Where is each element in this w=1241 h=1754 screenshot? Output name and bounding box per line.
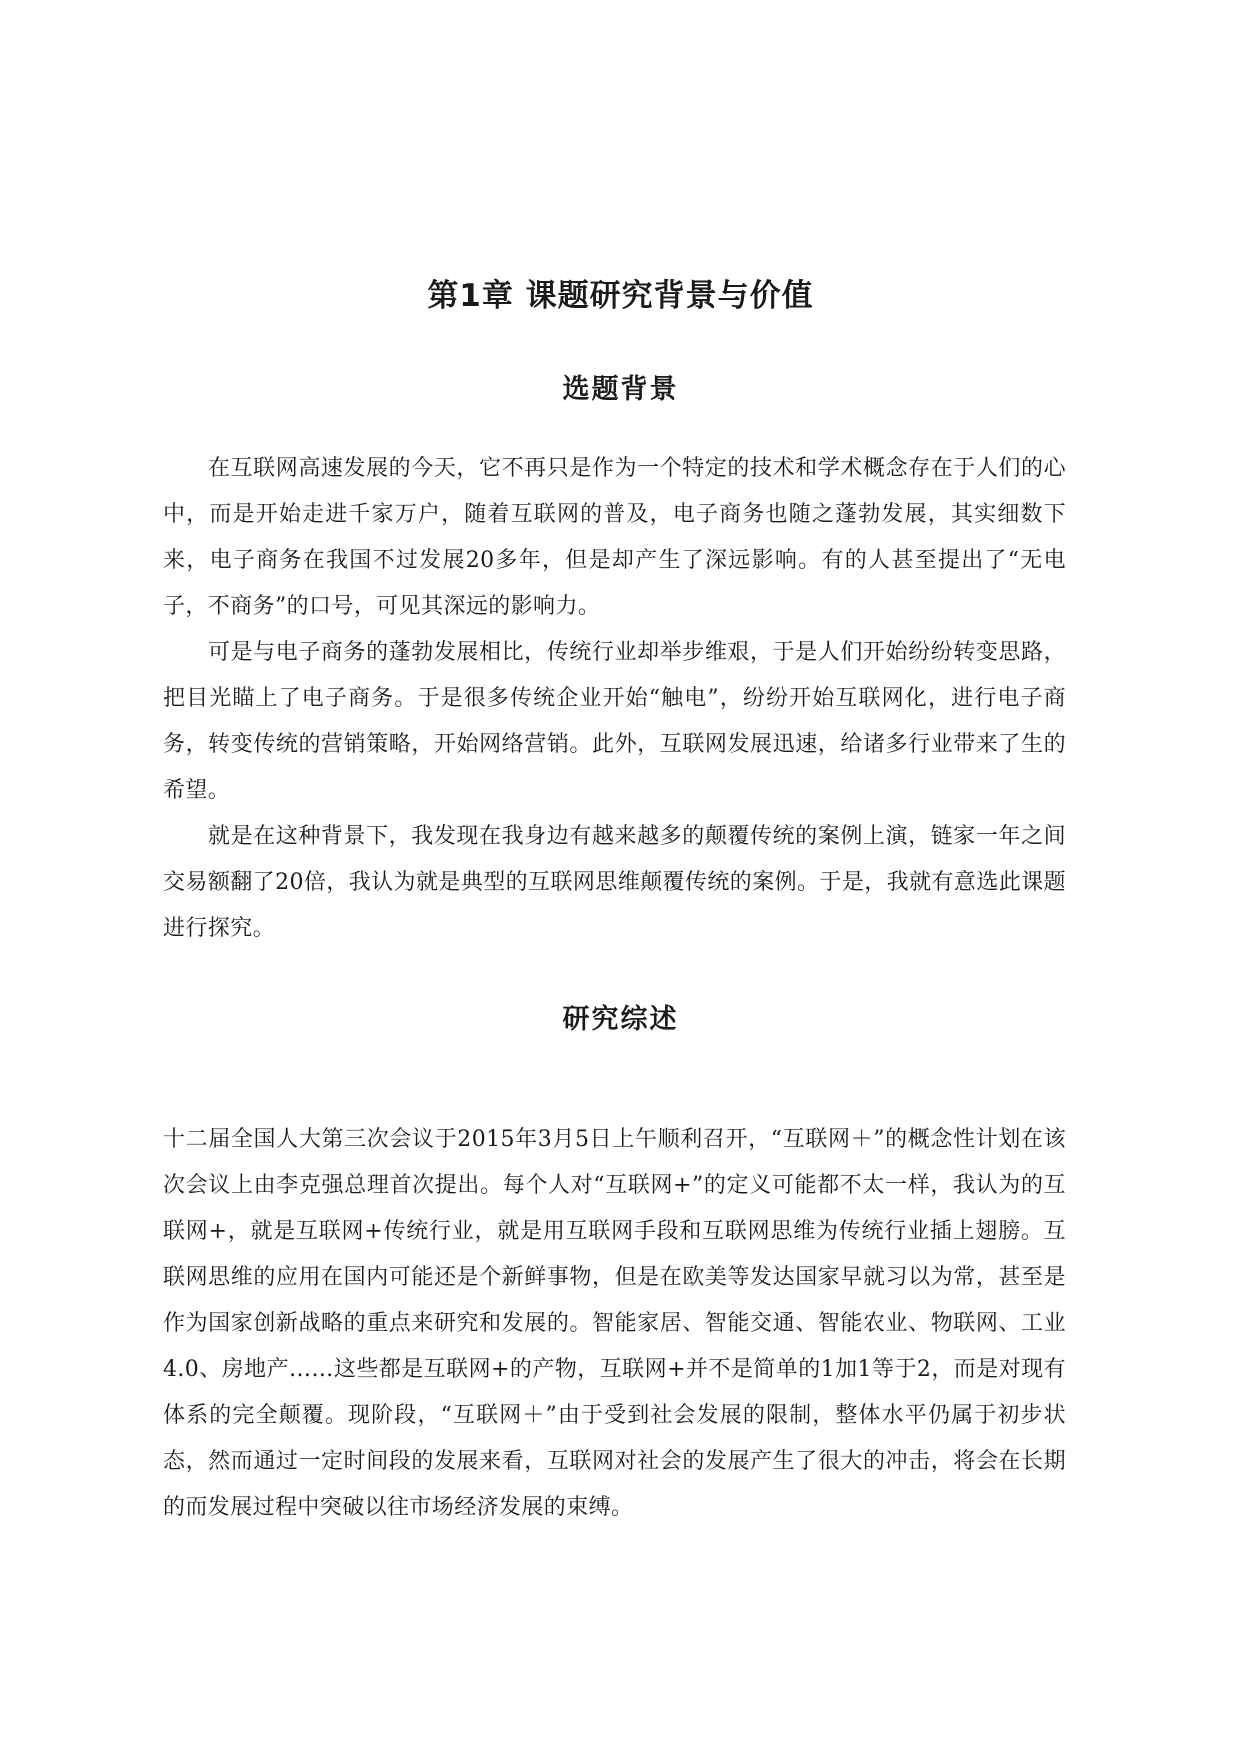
chapter-title: 第1章 课题研究背景与价值 <box>427 278 814 314</box>
paragraph: 就是在这种背景下，我发现在我身边有越来越多的颠覆传统的案例上演，链家一年之间交易额翻了20倍，我认为就是典型的互联网思维颠覆传统的案例。于是，我就有意选此课题进行探究。 <box>163 824 1066 941</box>
section-body-review <box>163 1117 1066 1531</box>
section-body-background <box>163 446 1066 952</box>
paragraph: 在互联网高速发展的今天，它不再只是作为一个特定的技术和学术概念存在于人们的心中，而是开始走进千家万户，随着互联网的普及，电子商务也随之蓬勃发展，其实细数下来，电子商务在我国不过发展20多年，但是却产生了深远影响。有的人甚至提出了“无电子，不商务”的口号，可见其深远的影响力。 <box>163 456 1066 619</box>
paragraph: 可是与电子商务的蓬勃发展相比，传统行业却举步维艰，于是人们开始纷纷转变思路，把目光瞄上了电子商务。于是很多传统企业开始“触电”，纷纷开始互联网化，进行电子商务，转变传统的营销策略，开始网络营销。此外，互联网发展迅速，给诸多行业带来了生的希望。 <box>163 640 1066 803</box>
paragraph: 十二届全国人大第三次会议于2015年3月5日上午顺利召开，“互联网＋”的概念性计划在该次会议上由李克强总理首次提出。每个人对“互联网+”的定义可能都不太一样，我认为的互联网+，就是互联网+传统行业，就是用互联网手段和互联网思维为传统行业插上翅膀。互联网思维的应用在国内可能还是个新鲜事物，但是在欧美等发达国家早就习以为常，甚至是作为国家创新战略的重点来研究和发展的。智能家居、智能交通、智能农业、物联网、工业4.0、房地产……这些都是互联网+的产物，互联网+并不是简单的1加1等于2，而是对现有体系的完全颠覆。现阶段，“互联网＋”由于受到社会发展的限制，整体水平仍属于初步状态，然而通过一定时间段的发展来看，互联网对社会的发展产生了很大的冲击，将会在长期的而发展过程中突破以往市场经济发展的束缚。 <box>163 1127 1066 1520</box>
section-title-review: 研究综述 <box>562 1004 679 1035</box>
section-title-background: 选题背景 <box>562 374 679 405</box>
